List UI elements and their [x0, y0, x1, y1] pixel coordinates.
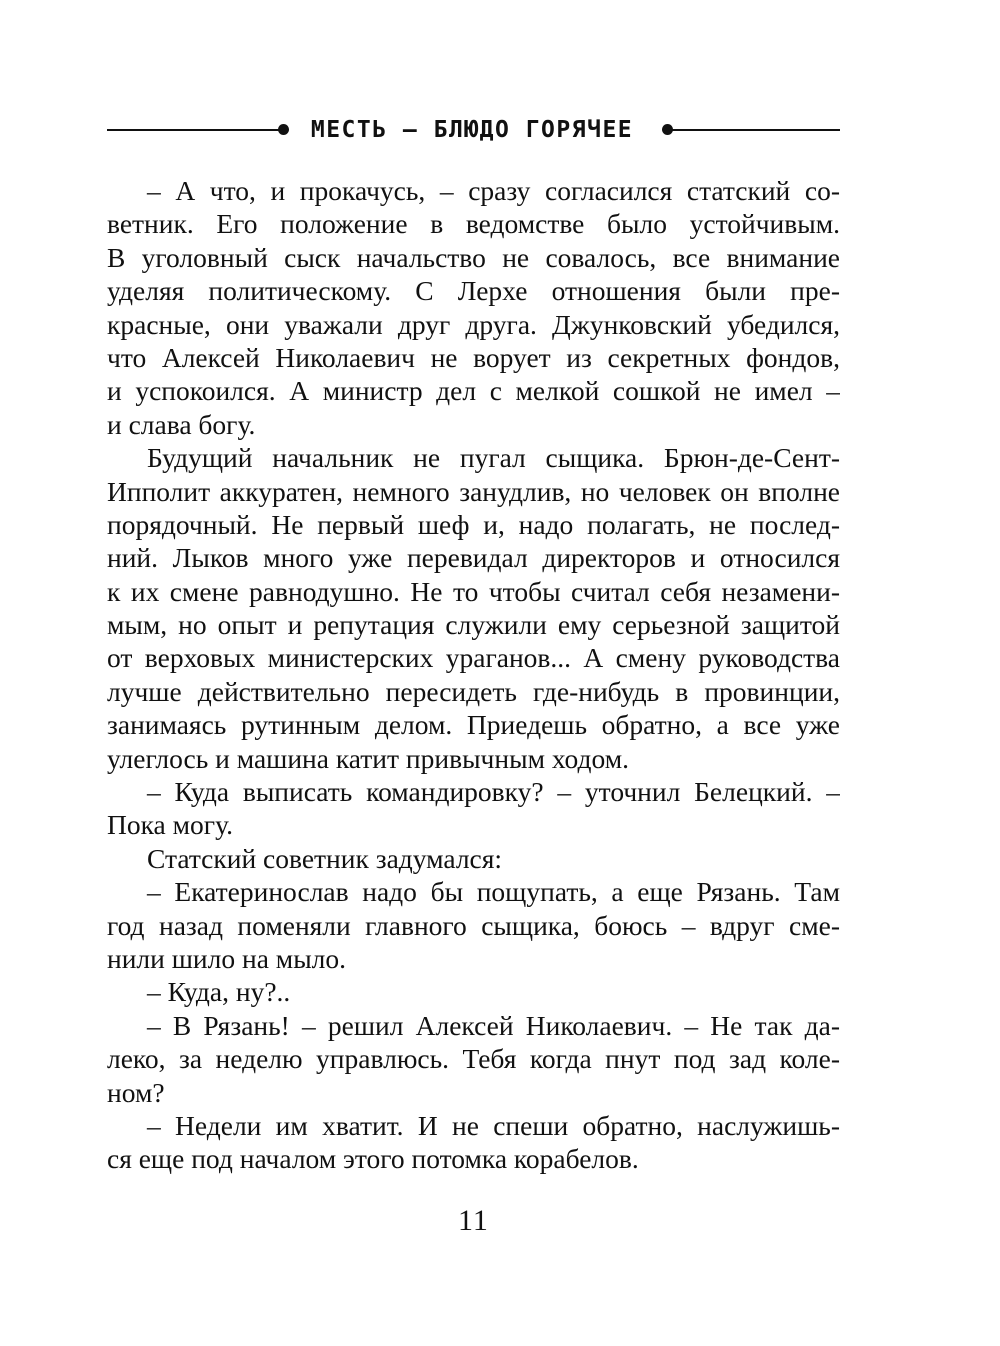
text-line: и успокоился. А министр дел с мелкой сошкой не имел –: [107, 375, 840, 407]
text-line: Ипполит аккуратен, немного занудлив, но человек он вполне: [107, 475, 840, 507]
text-line: мым, но опыт и репутация служили ему серьезной защитой: [107, 609, 840, 641]
text-line: В уголовный сыск начальство не совалось, все внимание: [107, 241, 840, 273]
text-line: и слава богу.: [107, 408, 256, 440]
text-line: нили шило на мыло.: [107, 942, 347, 974]
text-line: что Алексей Николаевич не ворует из секретных фондов,: [107, 341, 840, 373]
text-line: ся еще под началом этого потомка корабелов.: [107, 1143, 639, 1175]
text-line: к их смене равнодушно. Не то чтобы считал себя незамени-: [107, 575, 840, 607]
text-line: ном?: [107, 1076, 165, 1108]
header-rule-left: [107, 129, 279, 131]
text-line: – Куда выписать командировку? – уточнил Белецкий. –: [147, 776, 840, 808]
text-line: год назад поменяли главного сыщика, боюсь – вдруг сме-: [107, 909, 840, 941]
text-line: Статский советник задумался:: [147, 842, 503, 874]
text-line: красные, они уважали друг друга. Джунковский убедился,: [107, 308, 840, 340]
text-line: – В Рязань! – решил Алексей Николаевич. – Не так да-: [147, 1009, 840, 1041]
text-line: – Екатеринослав надо бы пощупать, а еще Рязань. Там: [147, 876, 840, 908]
text-line: уделяя политическому. С Лерхе отношения были пре-: [107, 275, 840, 307]
text-line: – Куда, ну?..: [147, 976, 291, 1008]
text-line: лучше действительно пересидеть где-нибудь в провинции,: [107, 675, 840, 707]
running-header: [107, 110, 840, 150]
text-line: занимаясь рутинным делом. Приедешь обратно, а все уже: [107, 709, 840, 741]
running-header-title: МЕСТЬ – БЛЮДО ГОРЯЧЕЕ: [310, 117, 634, 143]
text-line: Будущий начальник не пугал сыщика. Брюн-де-Сент-: [147, 442, 840, 474]
header-dot-left: [278, 124, 289, 135]
text-line: – А что, и прокачусь, – сразу согласился статский со-: [147, 175, 840, 206]
text-line: ний. Лыков много уже перевидал директоров и относился: [107, 542, 840, 574]
text-line: от верховых министерских ураганов... А смену руководства: [107, 642, 840, 674]
text-line: ветник. Его положение в ведомстве было устойчивым.: [107, 208, 840, 240]
text-line: леко, за неделю управлюсь. Тебя когда пнут под зад коле-: [107, 1043, 840, 1075]
header-rule-right: [668, 129, 840, 131]
text-line: Пока могу.: [107, 809, 233, 841]
text-line: порядочный. Не первый шеф и, надо полагать, не послед-: [107, 508, 840, 540]
body-text: [107, 174, 840, 1176]
text-line: – Недели им хватит. И не спеши обратно, наслужишь-: [147, 1109, 840, 1141]
page-number: 11: [458, 1204, 489, 1237]
text-line: улеглось и машина катит привычным ходом.: [107, 742, 630, 774]
